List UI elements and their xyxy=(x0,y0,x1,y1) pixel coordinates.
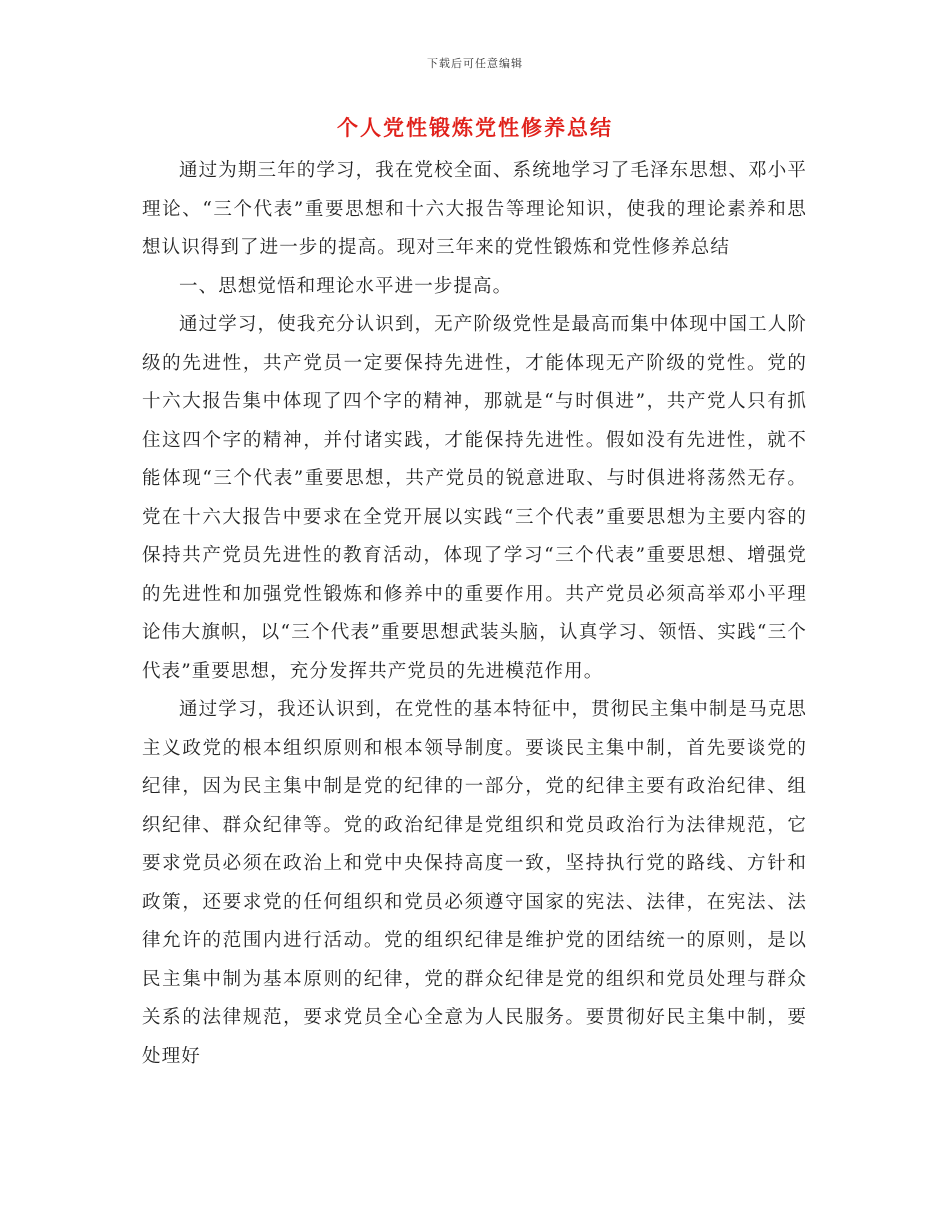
paragraph-democratic-centralism: 通过学习，我还认识到，在党性的基本特征中，贯彻民主集中制是马克思主义政党的根本组织原则和根本领导制度。要谈民主集中制，首先要谈党的纪律，因为民主集中制是党的纪律的一部分，党的纪律主要有政治纪律、组织纪律、群众纪律等。党的政治纪律是党组织和党员政治行为法律规范，它要求党员必须在政治上和党中央保持高度一致，坚持执行党的路线、方针和政策，还要求党的任何组织和党员必须遵守国家的宪法、法律，在宪法、法律允许的范围内进行活动。党的组织纪律是维护党的团结统一的原则，是以民主集中制为基本原则的纪律，党的群众纪律是党的组织和党员处理与群众关系的法律规范，要求党员全心全意为人民服务。要贯彻好民主集中制，要处理好 xyxy=(142,699,807,1067)
header-note: 下载后可任意编辑 xyxy=(427,57,523,70)
paragraph-intro: 通过为期三年的学习，我在党校全面、系统地学习了毛泽东思想、邓小平理论、“三个代表”重要思想和十六大报告等理论知识，使我的理论素养和思想认识得到了进一步的提高。现对三年来的党性锻炼和党性修养总结 xyxy=(142,160,807,258)
document-title: 个人党性锻炼党性修养总结 xyxy=(337,115,613,140)
paragraph-section-heading: 一、思想觉悟和理论水平进一步提高。 xyxy=(179,275,513,297)
paragraph-party-nature: 通过学习，使我充分认识到，无产阶级党性是最高而集中体现中国工人阶级的先进性，共产党员一定要保持先进性，才能体现无产阶级的党性。党的十六大报告集中体现了四个字的精神，那就是“与时俱进”，共产党人只有抓住这四个字的精神，并付诸实践，才能保持先进性。假如没有先进性，就不能体现“三个代表”重要思想，共产党员的锐意进取、与时俱进将荡然无存。党在十六大报告中要求在全党开展以实践“三个代表”重要思想为主要内容的保持共产党员先进性的教育活动，体现了学习“三个代表”重要思想、增强党的先进性和加强党性锻炼和修养中的重要作用。共产党员必须高举邓小平理论伟大旗帜，以“三个代表”重要思想武装头脑，认真学习、领悟、实践“三个代表”重要思想，充分发挥共产党员的先进模范作用。 xyxy=(142,314,807,682)
document-body xyxy=(142,152,807,1076)
